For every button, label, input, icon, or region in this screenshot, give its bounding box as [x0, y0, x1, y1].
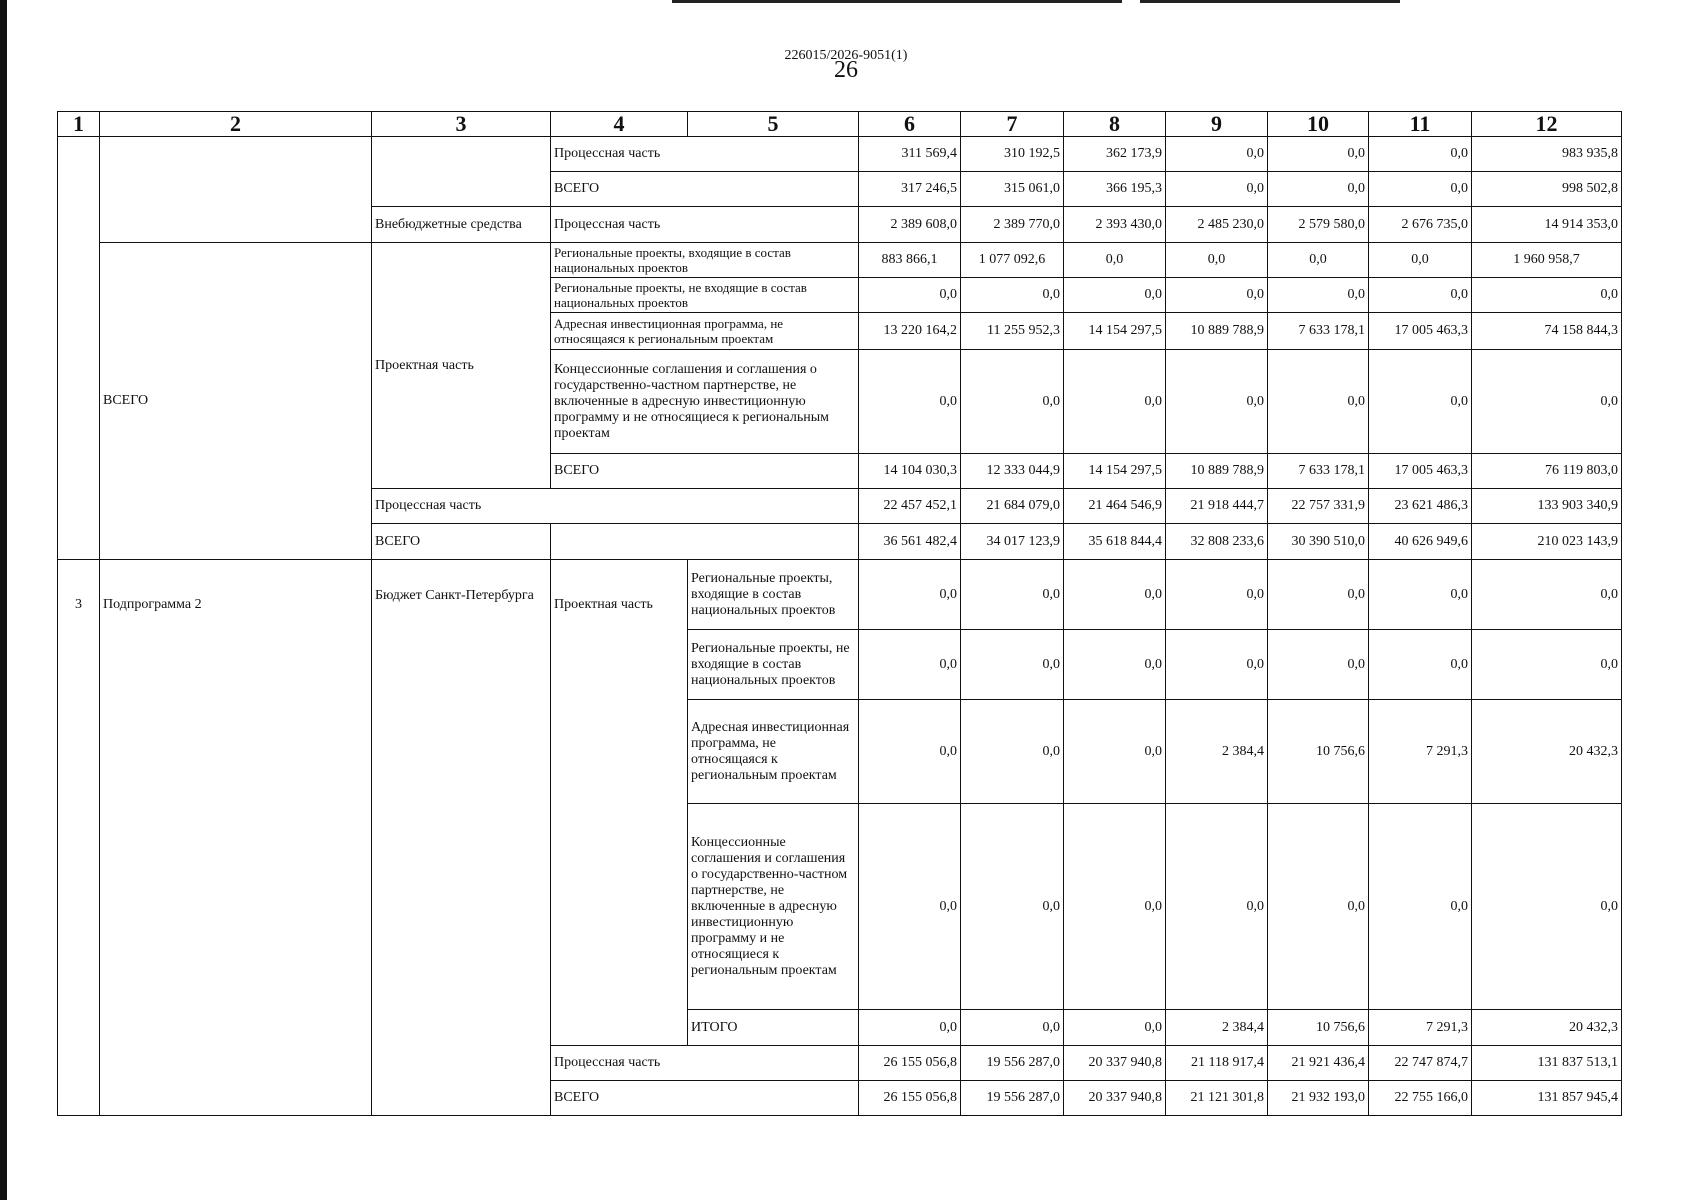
value-cell: 26 155 056,8	[859, 1046, 961, 1081]
value-cell: 0,0	[1268, 137, 1369, 172]
value-cell: 0,0	[961, 350, 1064, 454]
value-cell: 0,0	[1064, 560, 1166, 630]
value-cell: 19 556 287,0	[961, 1081, 1064, 1116]
value-cell: 0,0	[1472, 278, 1622, 313]
value-cell: 0,0	[1268, 630, 1369, 700]
value-cell: 40 626 949,6	[1369, 524, 1472, 560]
value-cell: 20 337 940,8	[1064, 1081, 1166, 1116]
table-row	[58, 560, 1622, 630]
column-header: 6	[859, 112, 961, 137]
value-cell: 0,0	[859, 630, 961, 700]
row-label: Процессная часть	[372, 489, 859, 524]
row-label: Процессная часть	[551, 207, 859, 243]
value-cell: 0,0	[1369, 804, 1472, 1010]
value-cell: 30 390 510,0	[1268, 524, 1369, 560]
column-header: 11	[1369, 112, 1472, 137]
empty-cell	[551, 524, 859, 560]
value-cell: 0,0	[859, 350, 961, 454]
value-cell: 0,0	[1166, 243, 1268, 278]
value-cell: 0,0	[1064, 278, 1166, 313]
value-cell: 2 485 230,0	[1166, 207, 1268, 243]
value-cell: 0,0	[859, 700, 961, 804]
column-header: 1	[58, 112, 100, 137]
value-cell: 7 633 178,1	[1268, 313, 1369, 350]
value-cell: 22 757 331,9	[1268, 489, 1369, 524]
value-cell: 21 932 193,0	[1268, 1081, 1369, 1116]
value-cell: 10 756,6	[1268, 1010, 1369, 1046]
value-cell: 0,0	[961, 560, 1064, 630]
value-cell: 23 621 486,3	[1369, 489, 1472, 524]
row-label: ВСЕГО	[372, 524, 551, 560]
value-cell: 10 889 788,9	[1166, 313, 1268, 350]
value-cell: 21 464 546,9	[1064, 489, 1166, 524]
row-label: ВСЕГО	[551, 454, 859, 489]
value-cell: 22 747 874,7	[1369, 1046, 1472, 1081]
row-label: ИТОГО	[688, 1010, 859, 1046]
value-cell: 0,0	[1369, 350, 1472, 454]
value-cell: 2 579 580,0	[1268, 207, 1369, 243]
value-cell: 7 633 178,1	[1268, 454, 1369, 489]
value-cell: 0,0	[1369, 630, 1472, 700]
value-cell: 0,0	[859, 1010, 961, 1046]
empty-cell	[372, 137, 551, 207]
value-cell: 0,0	[1166, 278, 1268, 313]
value-cell: 17 005 463,3	[1369, 454, 1472, 489]
value-cell: 0,0	[1369, 560, 1472, 630]
value-cell: 0,0	[1268, 172, 1369, 207]
row-label: Региональные проекты, входящие в состав национальных проектов	[688, 560, 859, 630]
group-label: ВСЕГО	[100, 243, 372, 560]
value-cell: 0,0	[1064, 700, 1166, 804]
column-header: 3	[372, 112, 551, 137]
value-cell: 20 337 940,8	[1064, 1046, 1166, 1081]
value-cell: 0,0	[1369, 137, 1472, 172]
row-label: Концессионные соглашения и соглашения о государственно-частном партнерстве, не включенные в адресную инвестиционную программу и не относящиеся к региональным проектам	[551, 350, 859, 454]
section-label: Проектная часть	[551, 560, 688, 1046]
value-cell: 21 918 444,7	[1166, 489, 1268, 524]
value-cell: 883 866,1	[859, 243, 961, 278]
row-label: Концессионные соглашения и соглашения о государственно-частном партнерстве, не включенные в адресную инвестиционную программу и не относящиеся к региональным проектам	[688, 804, 859, 1010]
value-cell: 0,0	[859, 560, 961, 630]
value-cell: 12 333 044,9	[961, 454, 1064, 489]
funding-source-label: Внебюджетные средства	[372, 207, 551, 243]
value-cell: 983 935,8	[1472, 137, 1622, 172]
value-cell: 311 569,4	[859, 137, 961, 172]
column-header: 4	[551, 112, 688, 137]
scan-top-line	[1140, 0, 1400, 3]
value-cell: 0,0	[1064, 350, 1166, 454]
row-label: Региональные проекты, не входящие в состав национальных проектов	[551, 278, 859, 313]
value-cell: 0,0	[1064, 243, 1166, 278]
value-cell: 7 291,3	[1369, 700, 1472, 804]
value-cell: 36 561 482,4	[859, 524, 961, 560]
value-cell: 0,0	[961, 1010, 1064, 1046]
value-cell: 0,0	[1268, 560, 1369, 630]
row-label: Процессная часть	[551, 137, 859, 172]
value-cell: 22 457 452,1	[859, 489, 961, 524]
table-row	[58, 243, 1622, 278]
row-label: Адресная инвестиционная программа, не относящаяся к региональным проектам	[551, 313, 859, 350]
value-cell: 133 903 340,9	[1472, 489, 1622, 524]
value-cell: 21 921 436,4	[1268, 1046, 1369, 1081]
value-cell: 32 808 233,6	[1166, 524, 1268, 560]
value-cell: 14 154 297,5	[1064, 313, 1166, 350]
value-cell: 1 077 092,6	[961, 243, 1064, 278]
value-cell: 0,0	[1369, 172, 1472, 207]
value-cell: 0,0	[1166, 172, 1268, 207]
value-cell: 2 393 430,0	[1064, 207, 1166, 243]
value-cell: 26 155 056,8	[859, 1081, 961, 1116]
value-cell: 131 837 513,1	[1472, 1046, 1622, 1081]
column-header: 8	[1064, 112, 1166, 137]
value-cell: 14 154 297,5	[1064, 454, 1166, 489]
value-cell: 0,0	[1166, 560, 1268, 630]
table-row	[58, 137, 1622, 172]
value-cell: 0,0	[1268, 278, 1369, 313]
column-header: 12	[1472, 112, 1622, 137]
row-label: Адресная инвестиционная программа, не относящаяся к региональным проектам	[688, 700, 859, 804]
value-cell: 20 432,3	[1472, 700, 1622, 804]
value-cell: 7 291,3	[1369, 1010, 1472, 1046]
row-label: Процессная часть	[551, 1046, 859, 1081]
value-cell: 2 384,4	[1166, 700, 1268, 804]
value-cell: 0,0	[1166, 137, 1268, 172]
value-cell: 14 914 353,0	[1472, 207, 1622, 243]
row-number: 3	[58, 560, 100, 1116]
value-cell: 0,0	[961, 700, 1064, 804]
value-cell: 366 195,3	[1064, 172, 1166, 207]
value-cell: 35 618 844,4	[1064, 524, 1166, 560]
value-cell: 21 118 917,4	[1166, 1046, 1268, 1081]
column-header: 10	[1268, 112, 1369, 137]
section-label: Проектная часть	[372, 243, 551, 489]
value-cell: 14 104 030,3	[859, 454, 961, 489]
value-cell: 0,0	[961, 630, 1064, 700]
value-cell: 21 684 079,0	[961, 489, 1064, 524]
value-cell: 0,0	[961, 278, 1064, 313]
value-cell: 21 121 301,8	[1166, 1081, 1268, 1116]
column-header: 7	[961, 112, 1064, 137]
value-cell: 2 389 770,0	[961, 207, 1064, 243]
value-cell: 0,0	[1268, 350, 1369, 454]
column-header: 2	[100, 112, 372, 137]
row-label: Региональные проекты, входящие в состав национальных проектов	[551, 243, 859, 278]
value-cell: 317 246,5	[859, 172, 961, 207]
value-cell: 0,0	[1472, 804, 1622, 1010]
value-cell: 74 158 844,3	[1472, 313, 1622, 350]
value-cell: 0,0	[961, 804, 1064, 1010]
column-header: 9	[1166, 112, 1268, 137]
value-cell: 76 119 803,0	[1472, 454, 1622, 489]
row-label: ВСЕГО	[551, 1081, 859, 1116]
value-cell: 210 023 143,9	[1472, 524, 1622, 560]
subprogram-name: Подпрограмма 2	[100, 560, 372, 1116]
value-cell: 0,0	[1064, 630, 1166, 700]
scan-top-line	[672, 0, 1122, 3]
row-label: Региональные проекты, не входящие в состав национальных проектов	[688, 630, 859, 700]
funding-source-label: Бюджет Санкт-Петербурга	[372, 560, 551, 1116]
scan-left-edge	[0, 0, 7, 1200]
value-cell: 0,0	[1064, 1010, 1166, 1046]
value-cell: 22 755 166,0	[1369, 1081, 1472, 1116]
value-cell: 2 676 735,0	[1369, 207, 1472, 243]
value-cell: 0,0	[1166, 804, 1268, 1010]
value-cell: 315 061,0	[961, 172, 1064, 207]
empty-cell	[100, 137, 372, 243]
value-cell: 19 556 287,0	[961, 1046, 1064, 1081]
budget-table	[57, 111, 1622, 1116]
value-cell: 998 502,8	[1472, 172, 1622, 207]
value-cell: 2 384,4	[1166, 1010, 1268, 1046]
document-number: 226015/2026-9051(1)	[784, 48, 908, 63]
value-cell: 0,0	[1166, 630, 1268, 700]
column-number-row	[58, 112, 1622, 137]
value-cell: 0,0	[859, 804, 961, 1010]
value-cell: 0,0	[859, 278, 961, 313]
value-cell: 0,0	[1472, 560, 1622, 630]
value-cell: 11 255 952,3	[961, 313, 1064, 350]
value-cell: 0,0	[1064, 804, 1166, 1010]
value-cell: 10 756,6	[1268, 700, 1369, 804]
row-label: ВСЕГО	[551, 172, 859, 207]
value-cell: 0,0	[1166, 350, 1268, 454]
value-cell: 34 017 123,9	[961, 524, 1064, 560]
value-cell: 310 192,5	[961, 137, 1064, 172]
value-cell: 10 889 788,9	[1166, 454, 1268, 489]
page-number: 26	[834, 57, 858, 83]
value-cell: 0,0	[1268, 243, 1369, 278]
value-cell: 362 173,9	[1064, 137, 1166, 172]
value-cell: 0,0	[1268, 804, 1369, 1010]
column-header: 5	[688, 112, 859, 137]
value-cell: 0,0	[1472, 630, 1622, 700]
value-cell: 0,0	[1369, 278, 1472, 313]
value-cell: 20 432,3	[1472, 1010, 1622, 1046]
value-cell: 0,0	[1472, 350, 1622, 454]
empty-cell	[58, 137, 100, 560]
value-cell: 17 005 463,3	[1369, 313, 1472, 350]
value-cell: 2 389 608,0	[859, 207, 961, 243]
value-cell: 13 220 164,2	[859, 313, 961, 350]
value-cell: 131 857 945,4	[1472, 1081, 1622, 1116]
value-cell: 0,0	[1369, 243, 1472, 278]
value-cell: 1 960 958,7	[1472, 243, 1622, 278]
